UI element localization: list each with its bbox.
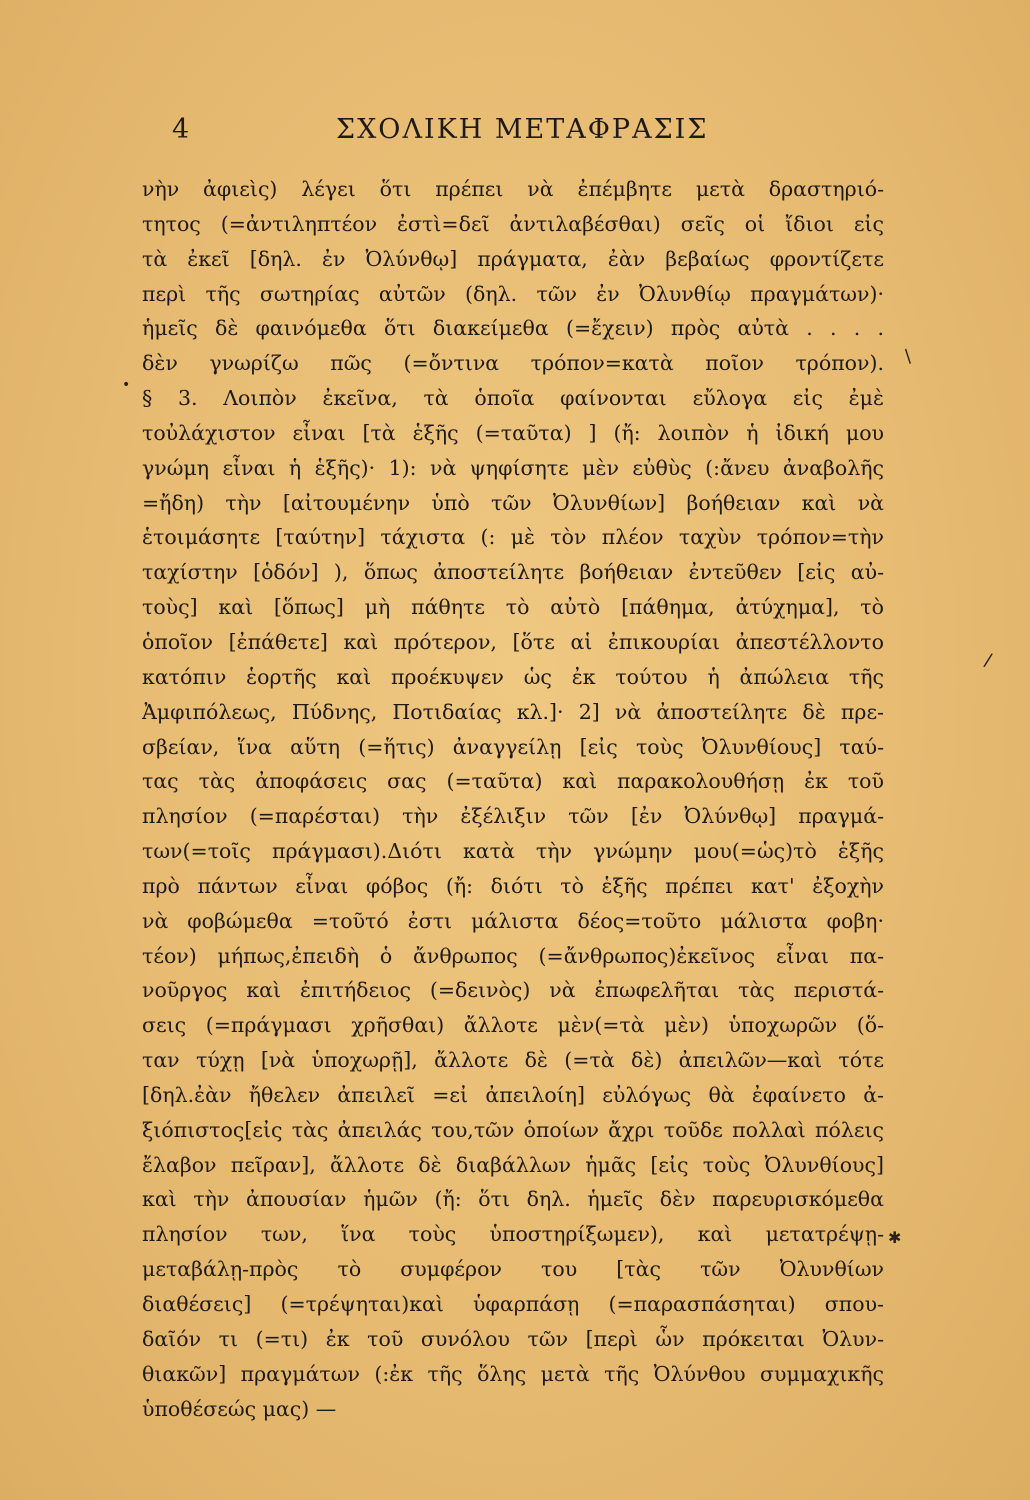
text-line: πρὸ πάντων εἶναι φόβος (ἤ: διότι τὸ ἑξῆς πρέπει κατ' ἐξοχὴν <box>142 873 884 898</box>
pencil-tick-mark: / <box>899 346 917 367</box>
text-line-last: ὑποθέσεώς μας) — <box>142 1396 337 1421</box>
ink-dot-mark: • <box>122 377 131 393</box>
text-line: σβείαν, ἵνα αὕτη (=ἥτις) ἀναγγείλῃ [εἰς τοὺς Ὀλυνθίους] ταύ- <box>142 734 884 759</box>
text-line: διαθέσεις] (=τρέψηται)καὶ ὑφαρπάσῃ (=παρασπάσηται) σπου- <box>142 1292 884 1316</box>
text-line: θιακῶν] πραγμάτων (:ἐκ τῆς ὅλης μετὰ τῆς Ὀλύνθου συμμαχικῆς <box>142 1361 884 1386</box>
text-line: καὶ τὴν ἀπουσίαν ἡμῶν (ἤ: ὅτι δηλ. ἡμεῖς δὲν παρευρισκόμεθα <box>142 1187 884 1212</box>
pencil-tick-mark: / <box>982 649 994 672</box>
text-line: πλησίον (=παρέσται) τὴν ἐξέλιξιν τῶν [ἐν Ὀλύνθῳ] πραγμά- <box>142 804 884 829</box>
text-line: τοὺς] καὶ [ὅπως] μὴ πάθητε τὸ αὐτὸ [πάθημα, ἀτύχημα], τὸ <box>142 595 884 620</box>
text-line: ἡμεῖς δὲ φαινόμεθα ὅτι διακείμεθα (=ἔχειν) πρὸς αὐτὰ . . . . <box>142 316 884 341</box>
text-line: περὶ τῆς σωτηρίας αὐτῶν (δηλ. τῶν ἐν Ὀλυνθίῳ πραγμάτων)· <box>142 281 884 306</box>
page-number: 4 <box>172 114 191 145</box>
text-line: κατόπιν ἑορτῆς καὶ προέκυψεν ὡς ἐκ τούτου ἡ ἀπώλεια τῆς <box>142 664 884 689</box>
text-line: γνώμη εἶναι ἡ ἑξῆς)· 1): νὰ ψηφίσητε μὲν εὐθὺς (:ἄνευ ἀναβολῆς <box>142 455 884 480</box>
text-line: νὰ φοβώμεθα =τοῦτό ἐστι μάλιστα δέος=τοῦτο μάλιστα φοβη· <box>142 908 884 933</box>
text-line: ξιόπιστος[εἰς τὰς ἀπειλάς του,τῶν ὁποίων ἄχρι τοῦδε πολλαὶ πόλεις <box>142 1117 884 1142</box>
text-line: σεις (=πράγμασι χρῆσθαι) ἄλλοτε μὲν(=τὰ μὲν) ὑποχωρῶν (ὅ- <box>142 1013 884 1038</box>
text-line: ταχίστην [ὁδόν] ), ὅπως ἀποστείλητε βοήθειαν ἐντεῦθεν [εἰς αὐ- <box>142 560 884 585</box>
text-line: μεταβάλῃ-πρὸς τὸ συμφέρον του [τὰς τῶν Ὀλυνθίων <box>142 1257 884 1282</box>
ink-blot-mark: ✱ <box>888 1228 902 1247</box>
text-line: ἔλαβον πεῖραν], ἄλλοτε δὲ διαβάλλων ἡμᾶς [εἰς τοὺς Ὀλυνθίους] <box>142 1152 884 1177</box>
body-text <box>142 172 884 1426</box>
text-line: [δηλ.ἐὰν ἤθελεν ἀπειλεῖ =εἰ ἀπειλοίη] εὐλόγως θὰ ἐφαίνετο ἀ- <box>142 1082 884 1107</box>
text-line: § 3. Λοιπὸν ἐκεῖνα, τὰ ὁποῖα φαίνονται εὔλογα εἰς ἐμὲ <box>142 386 884 411</box>
text-line: πλησίον των, ἵνα τοὺς ὑποστηρίξωμεν), καὶ μετατρέψῃ- <box>142 1222 884 1247</box>
text-line: τητος (=ἀντιληπτέον ἐστὶ=δεῖ ἀντιλαβέσθαι) σεῖς οἱ ἴδιοι εἰς <box>142 211 884 236</box>
text-line: ὁποῖον [ἐπάθετε] καὶ πρότερον, [ὅτε αἱ ἐπικουρίαι ἀπεστέλλοντο <box>142 629 884 654</box>
text-line: νὴν ἀφιεὶς) λέγει ὅτι πρέπει νὰ ἐπέμβητε μετὰ δραστηριό- <box>142 177 884 201</box>
text-line: δὲν γνωρίζω πῶς (=ὄντινα τρόπον=κατὰ ποῖον τρόπον). <box>142 351 884 376</box>
text-line: τὰ ἐκεῖ [δηλ. ἐν Ὀλύνθῳ] πράγματα, ἐὰν βεβαίως φροντίζετε <box>142 246 884 271</box>
page-header <box>150 114 880 154</box>
text-line: τοὐλάχιστον εἶναι [τὰ ἑξῆς (=ταῦτα) ] (ἤ: λοιπὸν ἡ ἰδική μου <box>142 420 884 445</box>
text-line: Ἀμφιπόλεως, Πύδνης, Ποτιδαίας κλ.]· 2] νὰ ἀποστείλητε δὲ πρε- <box>142 699 884 724</box>
text-line: =ἤδη) τὴν [αἰτουμένην ὑπὸ τῶν Ὀλυνθίων] βοήθειαν καὶ νὰ <box>142 490 884 515</box>
text-line: ταν τύχῃ [νὰ ὑποχωρῇ], ἄλλοτε δὲ (=τὰ δὲ) ἀπειλῶν—καὶ τότε <box>142 1048 884 1073</box>
text-line: τας τὰς ἀποφάσεις σας (=ταῦτα) καὶ παρακολουθήσῃ ἐκ τοῦ <box>142 769 884 794</box>
text-line: τέον) μήπως,ἐπειδὴ ὁ ἄνθρωπος (=ἄνθρωπος)ἐκεῖνος εἶναι πα- <box>142 943 884 968</box>
text-line: των(=τοῖς πράγμασι).Διότι κατὰ τὴν γνώμην μου(=ὡς)τὸ ἑξῆς <box>142 839 884 864</box>
running-title: ΣΧΟΛΙΚΗ ΜΕΤΑΦΡΑΣΙΣ <box>336 114 709 145</box>
text-line: ἑτοιμάσητε [ταύτην] τάχιστα (: μὲ τὸν πλέον ταχὺν τρόπον=τὴν <box>142 525 884 550</box>
text-line: νοῦργος καὶ ἐπιτήδειος (=δεινὸς) νὰ ἐπωφελῆται τὰς περιστά- <box>142 978 884 1003</box>
text-line: δαῖόν τι (=τι) ἐκ τοῦ συνόλου τῶν [περὶ ὧν πρόκειται Ὀλυν- <box>142 1326 884 1351</box>
